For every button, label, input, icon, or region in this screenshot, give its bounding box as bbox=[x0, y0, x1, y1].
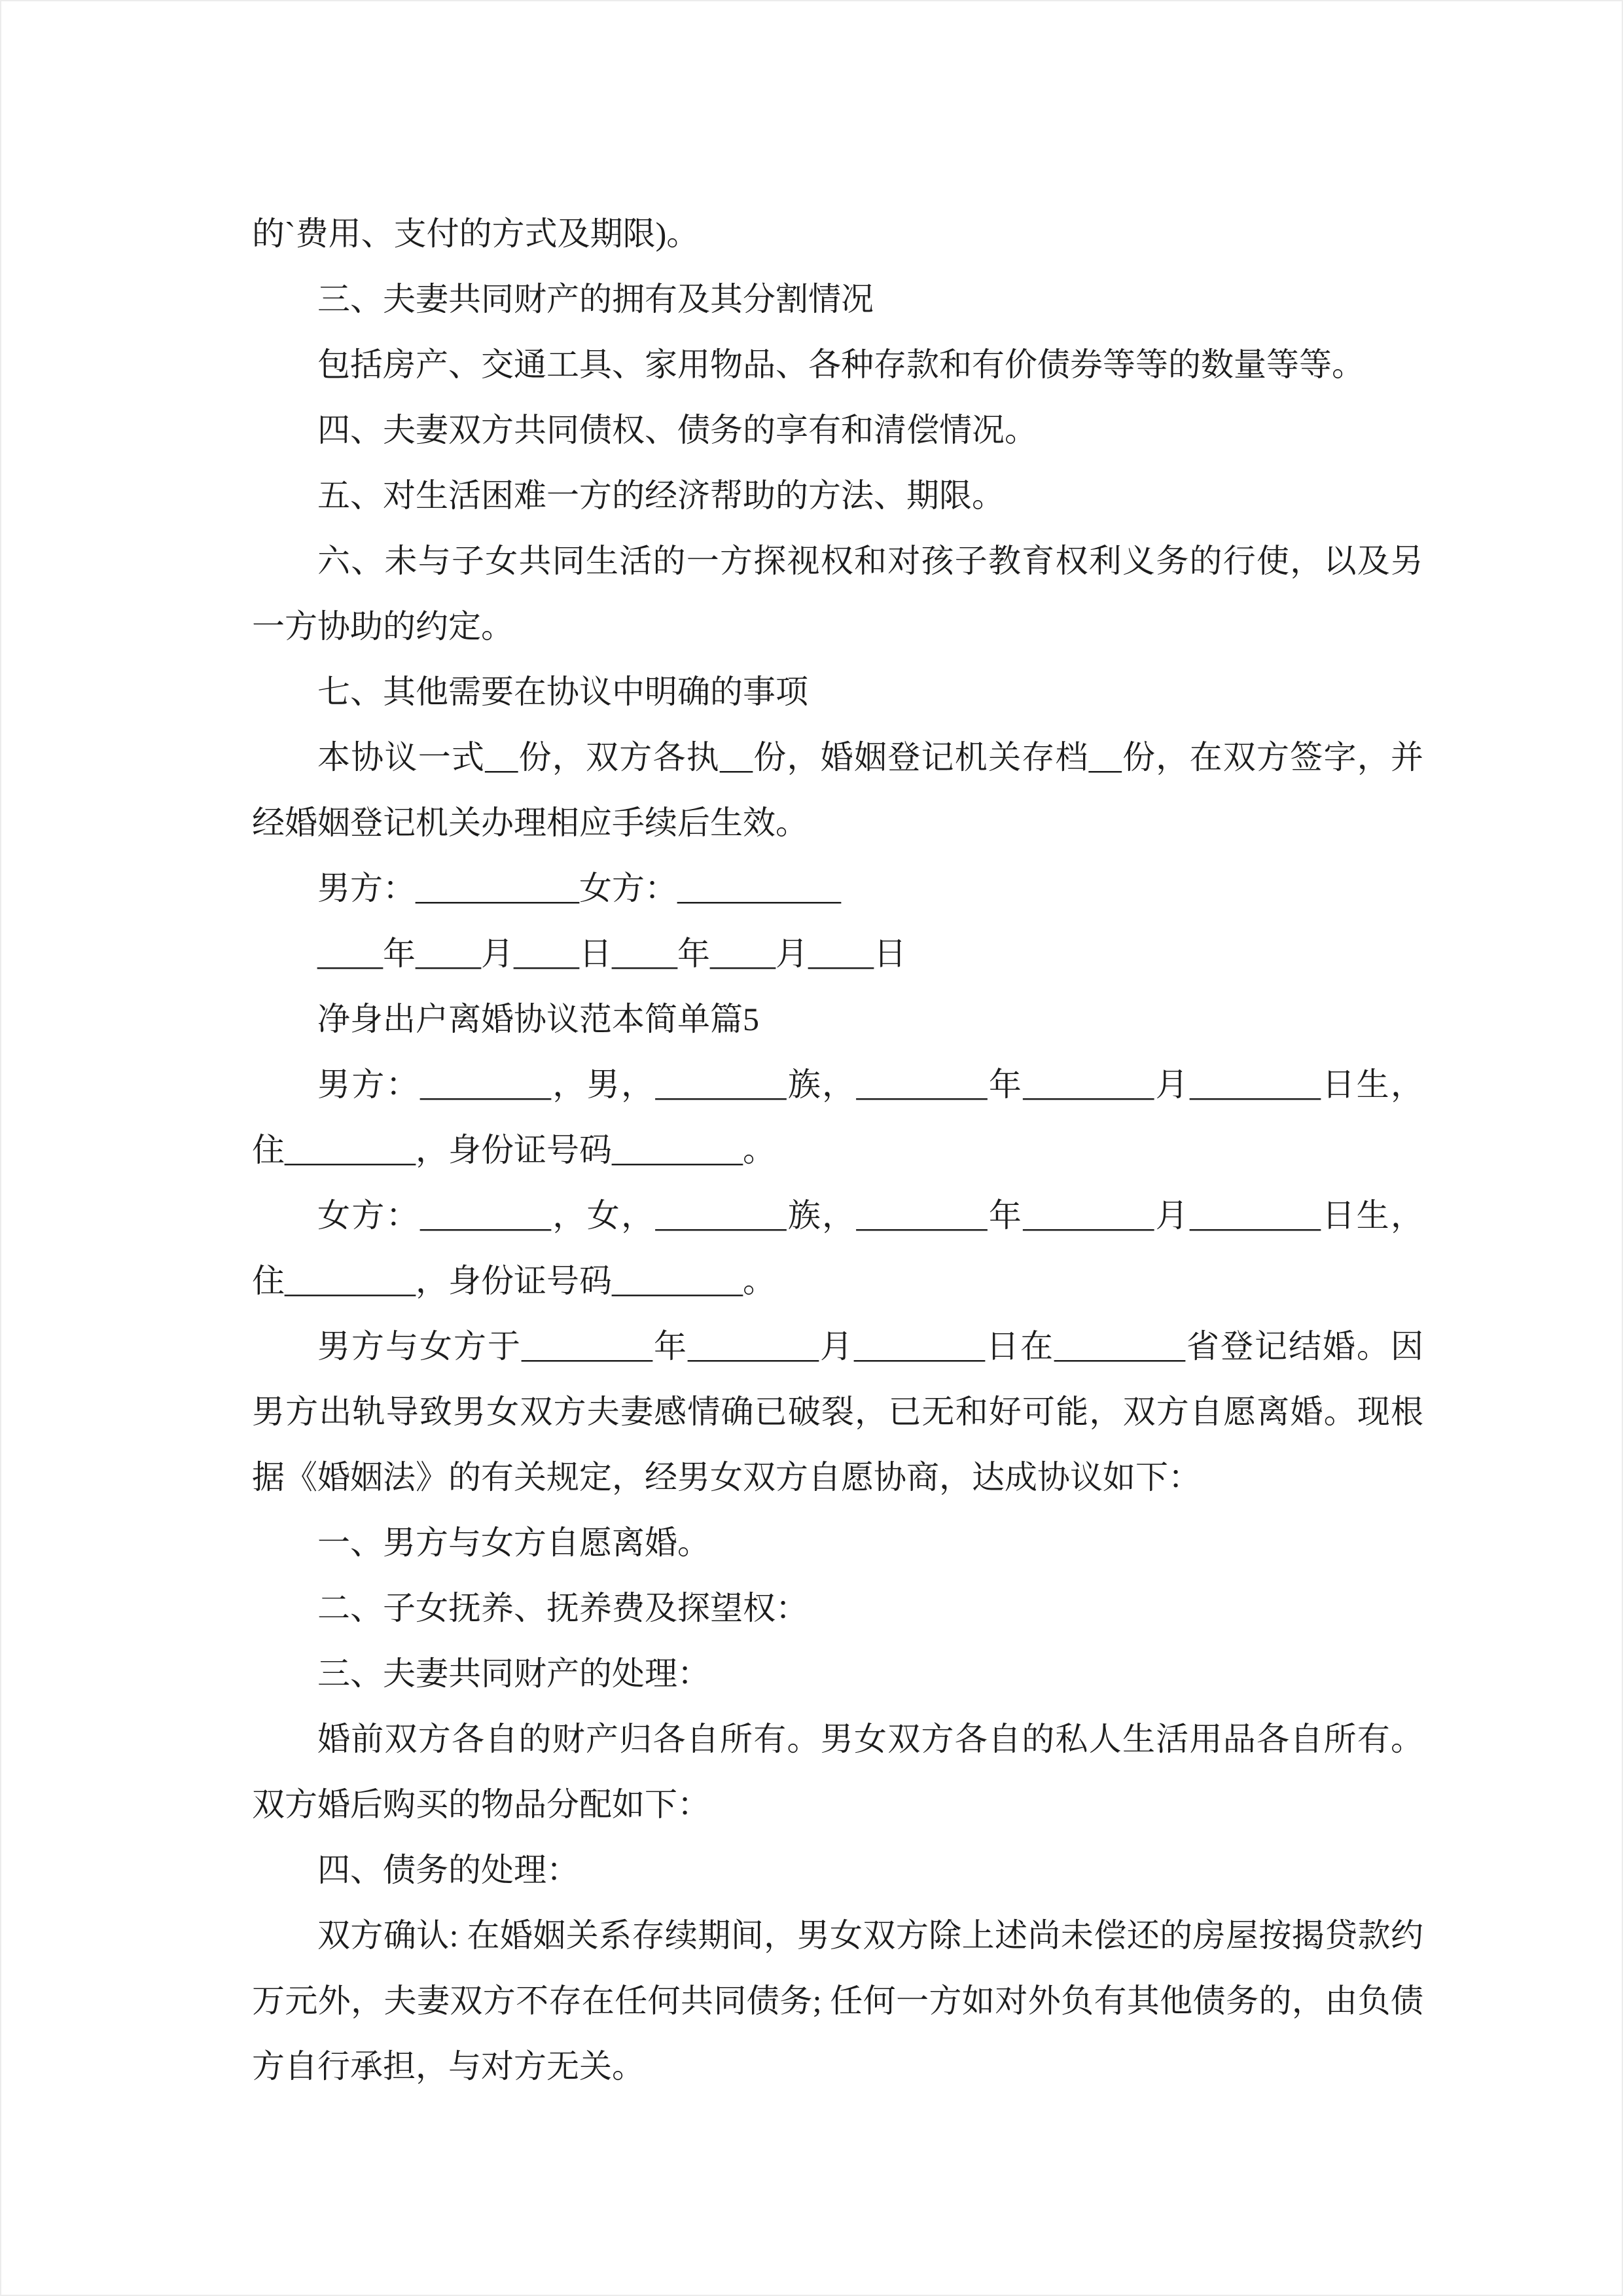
clause-four: 四、债务的处理： bbox=[317, 1852, 579, 1888]
document-title: 净身出户离婚协议范本简单篇5 bbox=[317, 1001, 759, 1037]
marriage-statement: 男方与女方于________年________月________日在________省登记结婚。因男方出轨导致男女双方夫妻感情确已破裂，已无和好可能，双方自愿离婚。现根据《婚姻法》的有关规定，经男女双方自愿协商，达成协议如下： bbox=[252, 1328, 1423, 1496]
clause-heading-four: 四、夫妻双方共同债权、债务的享有和清偿情况。 bbox=[317, 412, 1037, 448]
wife-info-line: 女方：________，女，________族，________年________月________日生，住________，身份证号码________。 bbox=[252, 1197, 1423, 1299]
property-clause: 婚前双方各自的财产归各自所有。男女双方各自的私人生活用品各自所有。双方婚后购买的物品分配如下： bbox=[252, 1721, 1423, 1823]
clause-one: 一、男方与女方自愿离婚。 bbox=[317, 1524, 710, 1561]
date-line: ____年____月____日____年____月____日 bbox=[317, 935, 906, 972]
copies-clause: 本协议一式__份，双方各执__份，婚姻登记机关存档__份，在双方签字，并经婚姻登记机关办理相应手续后生效。 bbox=[252, 739, 1423, 841]
clause-heading-seven: 七、其他需要在协议中明确的事项 bbox=[317, 673, 808, 710]
continuation-line: 的`费用、支付的方式及期限)。 bbox=[252, 215, 700, 252]
clause-heading-five: 五、对生活困难一方的经济帮助的方法、期限。 bbox=[317, 477, 1005, 514]
signature-line: 男方：__________女方：__________ bbox=[317, 870, 841, 906]
husband-info-line: 男方：________，男，________族，________年________月________日生，住________，身份证号码________。 bbox=[252, 1066, 1423, 1168]
clause-heading-six: 六、未与子女共同生活的一方探视权和对孩子教育权利义务的行使，以及另一方协助的约定。 bbox=[252, 543, 1423, 645]
clause-three: 三、夫妻共同财产的处理： bbox=[317, 1655, 710, 1692]
debt-clause: 双方确认: 在婚姻关系存续期间，男女双方除上述尚未偿还的房屋按揭贷款约万元外，夫妻双方不存在任何共同债务; 任何一方如对外负有其他债务的，由负债方自行承担，与对方无关。 bbox=[252, 1917, 1423, 2085]
clause-heading-three: 三、夫妻共同财产的拥有及其分割情况 bbox=[317, 281, 874, 317]
clause-two: 二、子女抚养、抚养费及探望权： bbox=[317, 1590, 808, 1626]
paragraph: 包括房产、交通工具、家用物品、各种存款和有价债券等等的数量等等。 bbox=[317, 346, 1364, 383]
